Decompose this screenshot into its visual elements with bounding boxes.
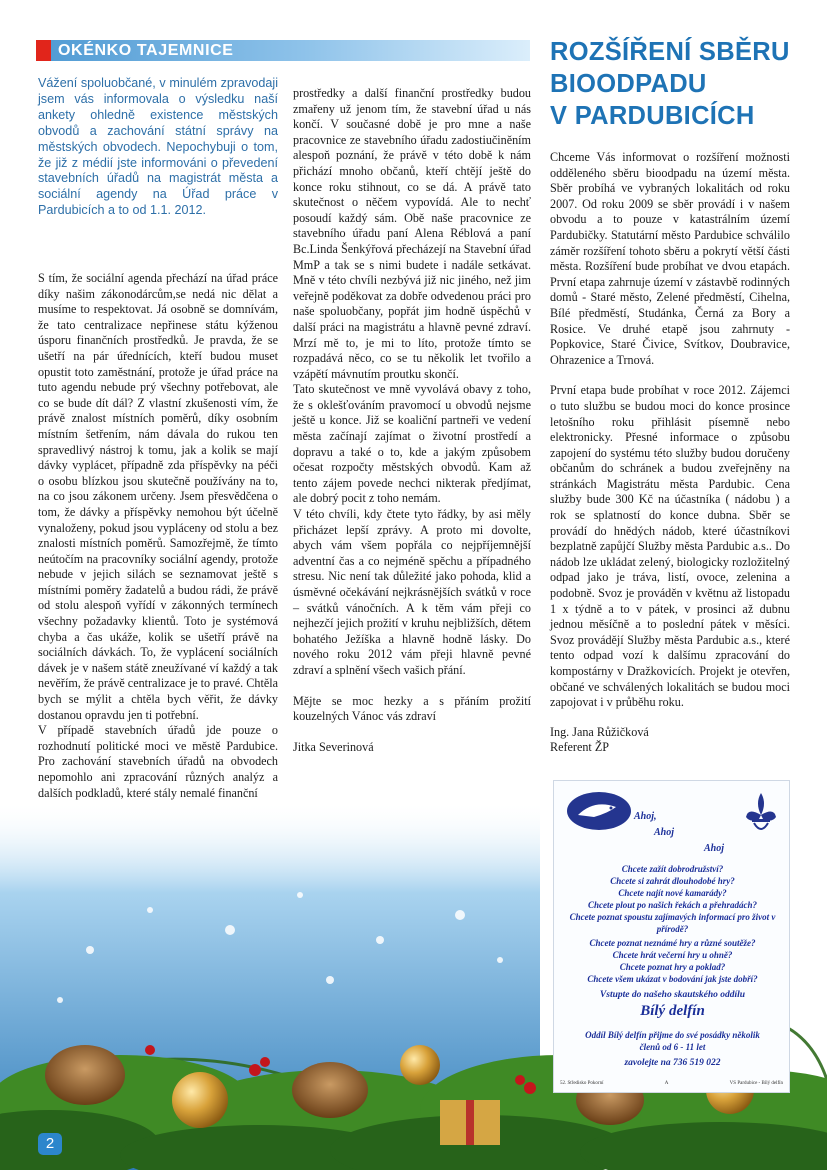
greeting: Ahoj xyxy=(704,843,725,854)
greeting: Ahoj, xyxy=(634,811,657,822)
flyer-invite: Vstupte do našeho skautského oddílu xyxy=(599,990,746,1000)
flyer-footer-text: VS Pardubice - Bílý delfín xyxy=(729,1081,783,1086)
article-paragraph: První etapa bude probíhat v roce 2012. Zájemci o tuto službu se budou moci do konce prosince letošního roku přihlásit písemně nebo elektronicky. Přesné informace o způsobu zapojení do systému této služby budou doručeny občanům do schránek a budou zveřejněny na stránkách Magistrátu města Pardubic. Cena služby bude 300 Kč na účastníka ( nádobu ) a rok se splatností do konce dubna. Sběr se provádí do hnědých nádob, které účastníkovi bezplatně zapůjčí Služby města Pardubic a.s.. Do nádob lze ukládat zelený, biologicky rozložitelný odpad jako je tráva, listí, ovoce, zelenina a podobně. Svoz je prováděn v květnu až listopadu 1 x týdně a to v pátek, v prosinci až dubnu jednou měsíčně a to poslední pátek v měsíci. Svoz provádějí Služby města Pardubic a.s., které tento odpad vozí k dalšímu zpracování do kompostárny v Dražkovicích. Projekt je otevřen, občané ve schválených lokalitách se budou moci zapojovat i v průběhu roku. xyxy=(550,383,790,710)
flyer-question: Chcete hrát večerní hry u ohně? xyxy=(612,950,733,960)
greeting: Ahoj xyxy=(654,827,675,838)
flyer-footer-text: 52. Středisko Pokorní xyxy=(560,1081,604,1086)
page-number: 2 xyxy=(38,1133,62,1155)
intro-paragraph: Vážení spoluobčané, v minulém zpravodaji jsem vás informovala o výsledku naší ankety ohledně existence městských obvodů a zachování státní správy na městských obvodech. Nepochybuji o tom, že již z médií jste informováni o převedení stavebních úřadů na magistrát města a sociální agendy na Úřad práce v Pardubicích a to od 1.1. 2012. xyxy=(38,76,278,218)
flyer-question: Chcete najít nové kamarády? xyxy=(618,888,727,898)
flyer-footer-text: A xyxy=(664,1081,669,1086)
dolphin-logo-icon xyxy=(564,789,634,834)
title-line: ROZŠÍŘENÍ SBĚRU xyxy=(550,38,790,66)
section-title: OKÉNKO TAJEMNICE xyxy=(58,42,234,59)
flyer-question: Chcete poznat spoustu zajímavých informací pro život v přírodě? xyxy=(569,912,776,934)
flyer-question: Chcete plout po našich řekách a přehradách? xyxy=(587,900,757,910)
flyer-question: Chcete zažít dobrodružství? xyxy=(621,864,724,874)
flyer-question: Chcete si zahrát dlouhodobé hry? xyxy=(610,876,735,886)
article-paragraph: prostředky a další finanční prostředky budou zmařeny už jenom tím, že stavební úřad u nás končí. V současné době je pro mne a naše pracovnice ze stavebního úřadu zadostiučiněním alespoň poznání, že právě v této době k nám přichází mnoho občanů, kteří chtějí ještě do konce roku stihnout, co se dá. A právě tato skutečnost o něčem vypovídá. Ale to nechť posoudí každý sám. Obě naše pracovnice ze stavebního úřadu paní Alena Réblová a paní Bc.Linda Šenkýřová přecházejí na Stavební úřad MmP a tak se s nimi budete i nadále setkávat. Mně v této chvíli nezbývá již nic jiného, než jim veřejně poděkovat za dobře odvedenou práci pro naše spoluobčany, popřát jim hodně úspěchů v další práci na magistrátu a hlavně pevné zdraví. Mrzí mě to, je mi to líto, protože tímto se rozpadává něco, co se tu několik let tvořilo a vzápětí mávnutím proutku skončí. xyxy=(293,86,531,381)
title-line: BIOODPADU xyxy=(550,70,707,98)
article-column-1 xyxy=(38,271,278,801)
article-column-right xyxy=(550,150,790,756)
author-name: Ing. Jana Růžičková xyxy=(550,724,649,739)
article-column-2 xyxy=(293,86,531,755)
article-paragraph: S tím, že sociální agenda přechází na úřad práce díky našim zákonodárcům,se nedá nic dělat a musíme to respektovat. Já osobně se domnívám, že tato centralizace nepřinese státu kýženou úsporu finančních prostředků. Je pravda, že se ušetří na pár úřednících, kteří budou muset opustit toto zaměstnání, protože je úřad práce na tuto agendu nebude prý všechny potřebovat, ale co se bude dít dál? Z vlastní zkušenosti vím, že právě znalost místních poměrů, díky osobním místním šetřením, nám dávala do rukou ten spravedlivý nástroj k tomu, jak a kolik se mají dávky vyplácet, případně zda příspěvky na péči o osobu blízkou jsou skutečně používány na to, na co jsou zákonem určeny. Jsem přesvědčena o tom, že dávky a příspěvky nemohou být účelně vynaloženy, pokud jsou vypláceny od stolu a bez znalosti místních poměrů. Samozřejmě, že tímto neútočím na pracovníky sociální agendy, protože nebude v jejich silách se seznamovat ještě s místními poměry žadatelů a budou rádi, že právě od stolu alespoň vyřídí v zákonných termínech všechny požadavky klientů. Toto je systémová chyba a čas ukáže, kolik se ušetří právě na sociálních dávkách. To, že vyplácení sociálních dávek je v našem státě zneužívané ví každý a tak nevěřím, že právě centralizace je to pravé. Chtěla bych se mýlit a chtěla bych věřit, že dávky dostanou opravdu jen ti potřební. xyxy=(38,271,278,722)
article-paragraph: V případě stavebních úřadů jde pouze o rozhodnutí politické moci ve městě Pardubice. Pro zachování stavebních úřadů na obvodech nepomohlo ani zpracování různých analýz a dalších podkladů, které stály nemalé finanční xyxy=(38,723,278,800)
article-paragraph: Chceme Vás informovat o rozšíření možnosti odděleného sběru bioodpadu na území města. Sběr probíhá ve vybraných lokalitách od roku 2007. Od roku 2009 se sběr provádí i v našem obvodu a to pouze v katastrálním území Pardubičky. Statutární město Pardubice schválilo záměr rozšíření tohoto sběru a pokrytí větší části města. Rozšíření bude probíhat ve dvou etapách. První etapa zahrnuje území v zástavbě rodinných domů - Staré město, Zelené předměstí, Cihelna, Bílé předměstí, Studánka, Černá za Bory a Rosice. Ve druhé etapě jsou zahrnuty - Popkovice, Staré Čivice, Svítkov, Doubravice, Ohrazenice a Trnová. xyxy=(550,150,790,367)
scout-flyer xyxy=(553,780,790,1093)
flyer-question: Chcete poznat hry a poklad? xyxy=(619,962,726,972)
title-line: V PARDUBICÍCH xyxy=(550,102,755,130)
closing-greeting: Mějte se moc hezky a s přáním prožití kouzelných Vánoc vás zdraví xyxy=(293,693,531,724)
flyer-footer xyxy=(560,1081,783,1086)
article-paragraph: V této chvíli, kdy čtete tyto řádky, by asi měly přicházet lepší zprávy. A proto mi dovolte, abych vám všem popřála co nejpříjemnější adventní čas a co nejméně spěchu a případného stresu. Nic není tak důležité jako pohoda, klid a úsměvné očekávání nejkrásnějších svátků v roce – svátků vánočních. A k těm vám přeji co nejhezčí jejich prožití v kruhu nejbližších, dětem bohatého Ježíška a hlavně hodně lásky. Do nového roku 2012 vám přeji hlavně pevné zdraví a splnění všech vašich přání. xyxy=(293,507,531,677)
flyer-question: Chcete všem ukázat v bodování jak jste dobří? xyxy=(587,974,758,984)
flyer-troop-name: Bílý delfín xyxy=(640,1003,705,1019)
article-title xyxy=(550,36,800,132)
scout-lily-icon xyxy=(740,789,782,839)
article-paragraph: Tato skutečnost ve mně vyvolává obavy z toho, že s oklešťováním pravomocí u obvodů nejsme ještě u konce. Již se koaliční partneři ve vedení města začínají zajímat o životní prostředí a dopravu a také o to, kde a jakým způsobem očesat rozpočty městských obvodů. Kam až tento zájem povede nechci nikterak předjímat, ale dobrý pocit z toho nemám. xyxy=(293,382,531,506)
flyer-question: Chcete poznat neznámé hry a různé soutěže? xyxy=(589,938,756,948)
flyer-info: Oddíl Bílý delfín přijme do své posádky několik členů od 6 - 11 let xyxy=(585,1030,760,1052)
author-role: Referent ŽP xyxy=(550,740,609,755)
flyer-contact: zavolejte na 736 519 022 xyxy=(624,1058,721,1068)
author-signature: Jitka Severinová xyxy=(293,739,374,754)
header-accent xyxy=(36,40,51,61)
